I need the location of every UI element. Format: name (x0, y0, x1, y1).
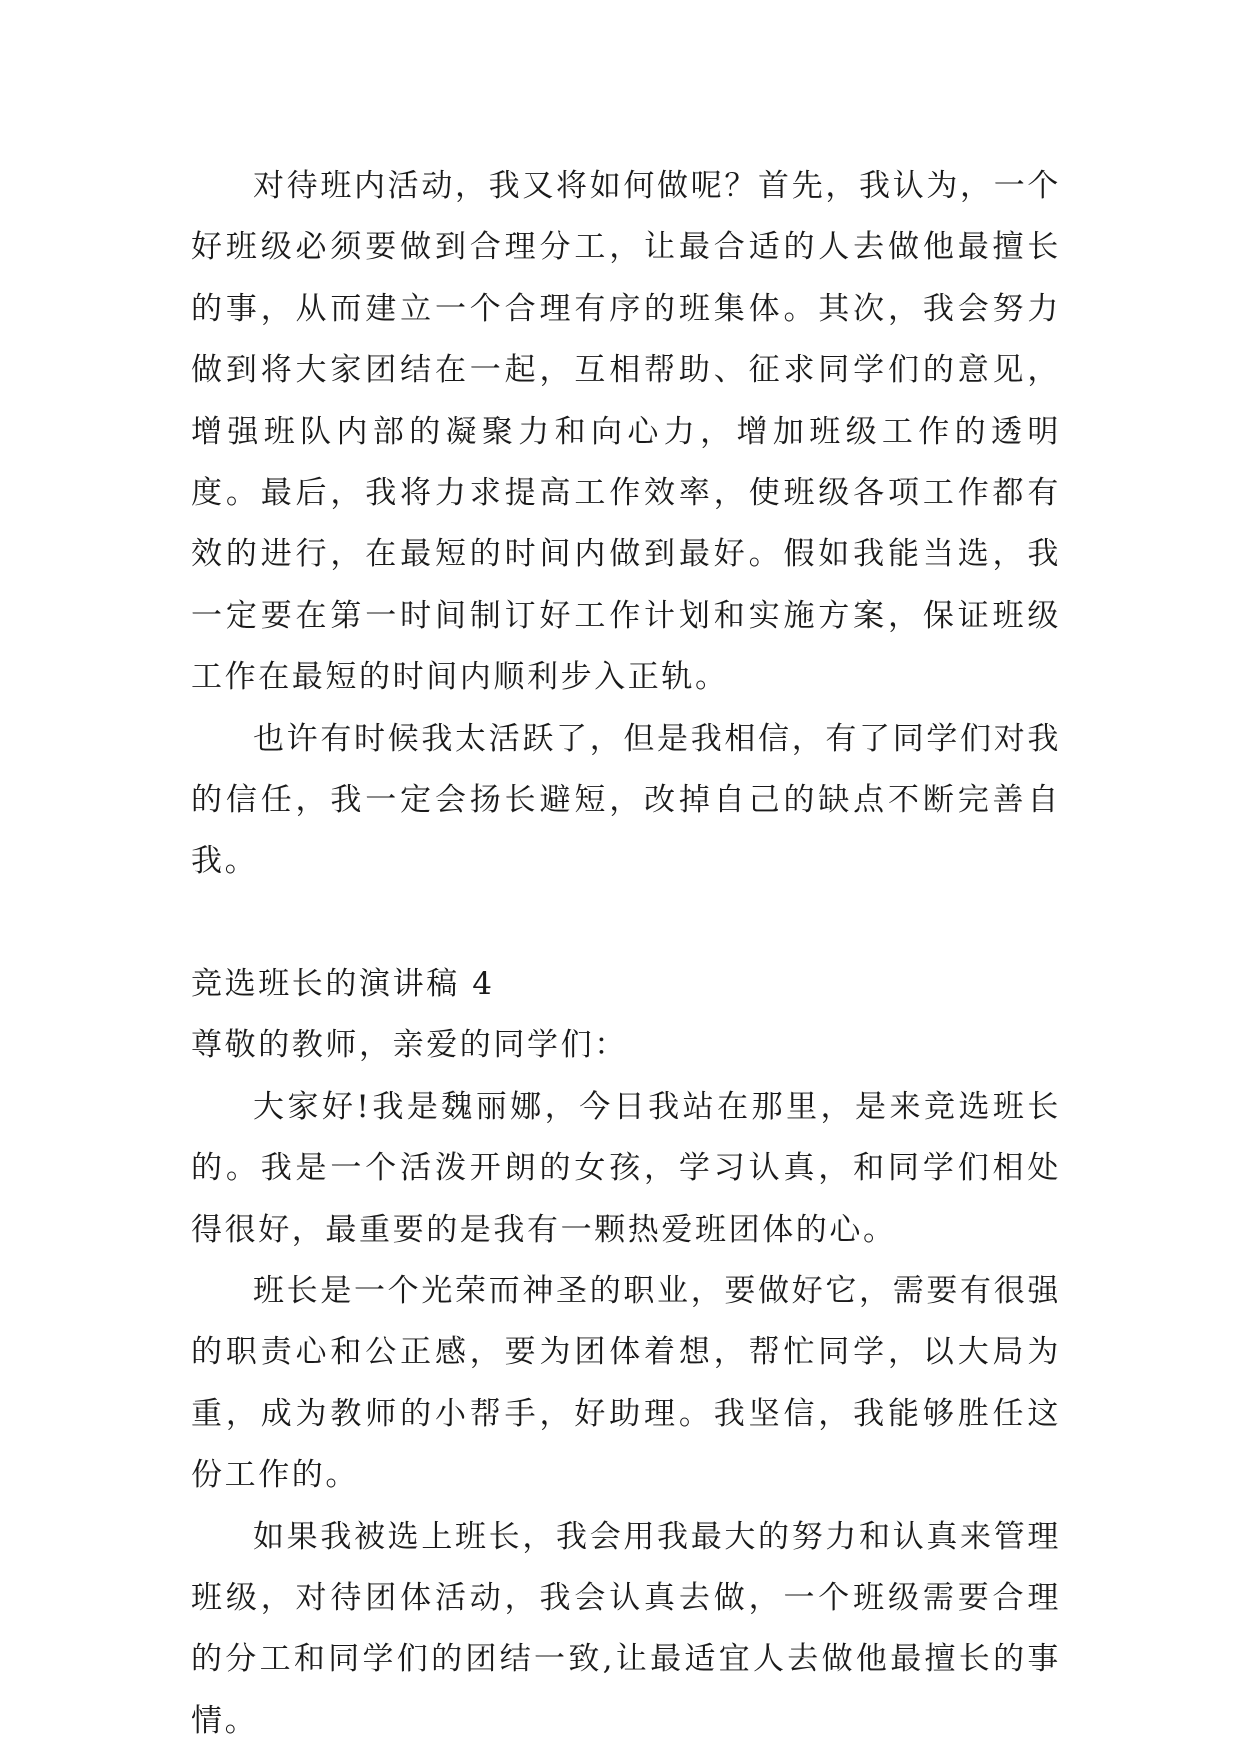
paragraph-if-elected: 如果我被选上班长，我会用我最大的努力和认真来管理班级，对待团体活动，我会认真去做，一个班级需要合理的分工和同学们的团结一致,让最适宜人去做他最擅长的事情。 (191, 1518, 1061, 1739)
paragraph-introduction: 大家好!我是魏丽娜，今日我站在那里，是来竞选班长的。我是一个活泼开朗的女孩，学习认真，和同学们相处得很好，最重要的是我有一颗热爱班团体的心。 (191, 1088, 1061, 1248)
salutation: 尊敬的教师，亲爱的同学们： (191, 1027, 628, 1064)
section-spacer (191, 893, 1061, 954)
document-body (191, 156, 1061, 1752)
paragraph-self-improvement: 也许有时候我太活跃了，但是我相信，有了同学们对我的信任，我一定会扬长避短，改掉自己的缺点不断完善自我。 (191, 720, 1061, 880)
paragraph-activities: 对待班内活动，我又将如何做呢？首先，我认为，一个好班级必须要做到合理分工，让最合适的人去做他最擅长的事，从而建立一个合理有序的班集体。其次，我会努力做到将大家团结在一起，互相帮助、征求同学们的意见，增强班队内部的凝聚力和向心力，增加班级工作的透明度。最后，我将力求提高工作效率，使班级各项工作都有效的进行，在最短的时间内做到最好。假如我能当选，我一定要在第一时间制订好工作计划和实施方案，保证班级工作在最短的时间内顺利步入正轨。 (191, 168, 1061, 696)
section-title: 竞选班长的演讲稿 4 (191, 965, 495, 1002)
paragraph-monitor-role: 班长是一个光荣而神圣的职业，要做好它，需要有很强的职责心和公正感，要为团体着想，帮忙同学，以大局为重，成为教师的小帮手，好助理。我坚信，我能够胜任这份工作的。 (191, 1272, 1061, 1494)
